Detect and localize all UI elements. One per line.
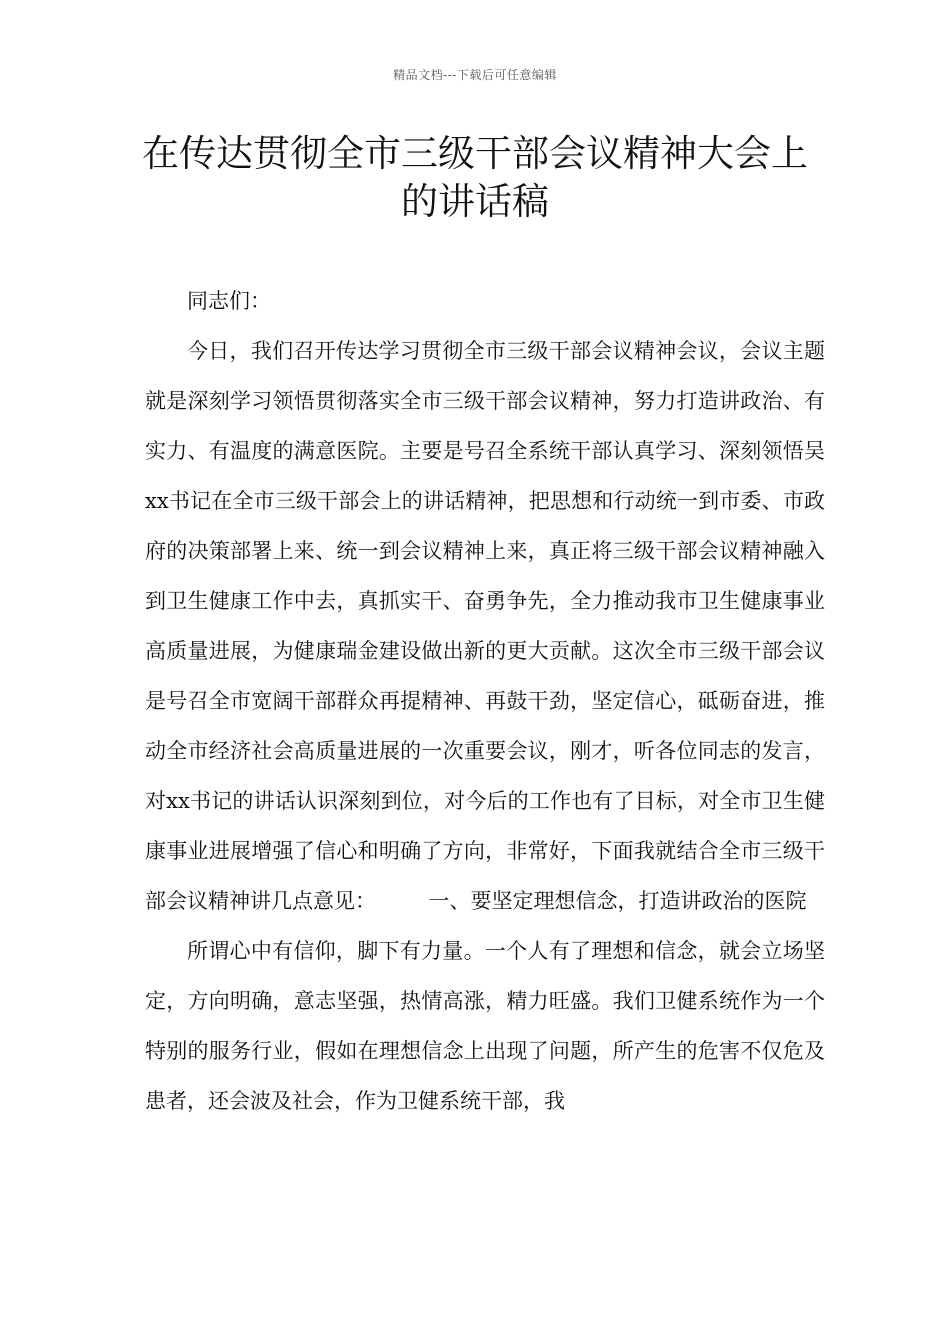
body-paragraph: 今日，我们召开传达学习贯彻全市三级干部会议精神会议，会议主题就是深刻学习领悟贯彻落实全市三级干部会议精神，努力打造讲政治、有实力、有温度的满意医院。主要是号召全系统干部认真学习、深刻领悟吴xx书记在全市三级干部会上的讲话精神，把思想和行动统一到市委、市政府的决策部署上来、统一到会议精神上来，真正将三级干部会议精神融入到卫生健康工作中去，真抓实干、奋勇争先，全力推动我市卫生健康事业高质量进展，为健康瑞金建设做出新的更大贡献。这次全市三级干部会议是号召全市宽阔干部群众再提精神、再鼓干劲，坚定信心，砥砺奋进，推动全市经济社会高质量进展的一次重要会议，刚才，听各位同志的发言，对xx书记的讲话认识深刻到位，对今后的工作也有了目标，对全市卫生健康事业进展增强了信心和明确了方向，非常好，下面我就结合全市三级干部会议精神讲几点意见： 一、要坚定理想信念，打造讲政治的医院	[145, 339, 825, 913]
document-title: 在传达贯彻全市三级干部会议精神大会上的讲话稿	[142, 132, 808, 223]
document-body	[145, 276, 825, 1126]
salutation-paragraph: 同志们：	[187, 289, 271, 313]
header-note: 精品文档---下载后可任意编辑	[393, 68, 557, 82]
body-paragraph: 所谓心中有信仰，脚下有力量。一个人有了理想和信念，就会立场坚定，方向明确，意志坚强，热情高涨，精力旺盛。我们卫健系统作为一个特别的服务行业，假如在理想信念上出现了问题，所产生的危害不仅危及患者，还会波及社会，作为卫健系统干部，我	[145, 939, 825, 1113]
